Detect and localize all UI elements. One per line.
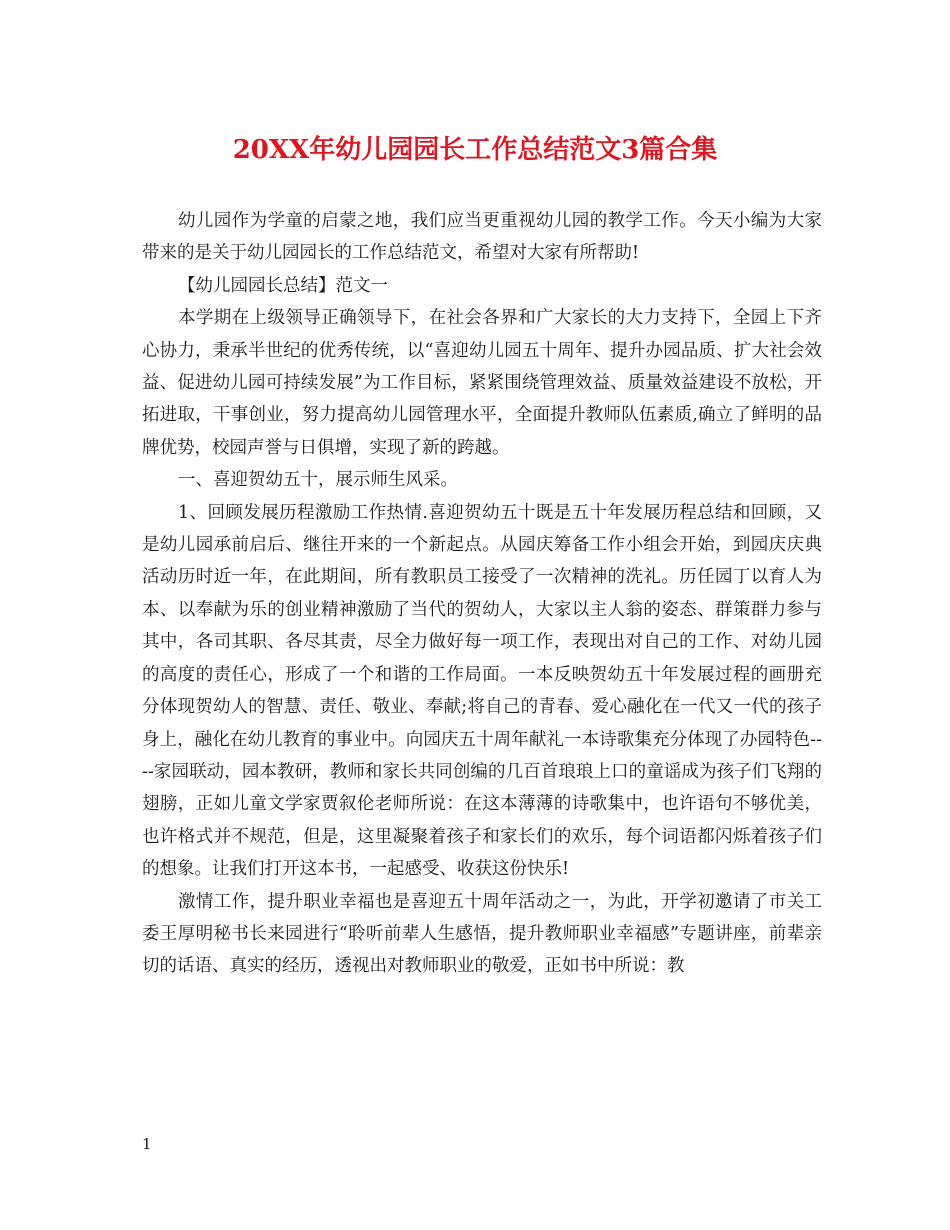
document-body (142, 205, 822, 983)
body-paragraph: 1、回顾发展历程激励工作热情.喜迎贺幼五十既是五十年发展历程总结和回顾，又是幼儿园承前启后、继往开来的一个新起点。从园庆筹备工作小组会开始，到园庆庆典活动历时近一年，在此期间，所有教职员工接受了一次精神的洗礼。历任园丁以育人为本、以奉献为乐的创业精神激励了当代的贺幼人，大家以主人翁的姿态、群策群力参与其中，各司其职、各尽其责，尽全力做好每一项工作，表现出对自己的工作、对幼儿园的高度的责任心，形成了一个和谐的工作局面。一本反映贺幼五十年发展过程的画册充分体现贺幼人的智慧、责任、敬业、奉献;将自己的青春、爱心融化在一代又一代的孩子身上，融化在幼儿教育的事业中。向园庆五十周年献礼一本诗歌集充分体现了办园特色----家园联动，园本教研，教师和家长共同创编的几百首琅琅上口的童谣成为孩子们飞翔的翅膀，正如儿童文学家贾叙伦老师所说：在这本薄薄的诗歌集中，也许语句不够优美，也许格式并不规范，但是，这里凝聚着孩子和家长们的欢乐，每个词语都闪烁着孩子们的想象。让我们打开这本书，一起感受、收获这份快乐! (142, 502, 822, 880)
page-number: 1 (142, 1135, 152, 1153)
body-paragraph: 激情工作，提升职业幸福也是喜迎五十周年活动之一，为此，开学初邀请了市关工委王厚明秘书长来园进行“聆听前辈人生感悟，提升教师职业幸福感”专题讲座，前辈亲切的话语、真实的经历，透视出对教师职业的敬爱，正如书中所说：教 (142, 891, 822, 977)
document-title: 20XX年幼儿园园长工作总结范文3篇合集 (232, 135, 718, 165)
section-heading-sample-one: 【幼儿园园长总结】范文一 (178, 275, 388, 296)
intro-paragraph: 幼儿园作为学童的启蒙之地，我们应当更重视幼儿园的教学工作。今天小编为大家带来的是关于幼儿园园长的工作总结范文，希望对大家有所帮助! (142, 211, 822, 264)
section-heading-part-one: 一、喜迎贺幼五十，展示师生风采。 (178, 470, 458, 491)
body-paragraph: 本学期在上级领导正确领导下，在社会各界和广大家长的大力支持下，全园上下齐心协力，秉承半世纪的优秀传统，以“喜迎幼儿园五十周年、提升办园品质、扩大社会效益、促进幼儿园可持续发展”为工作目标，紧紧围绕管理效益、质量效益建设不放松，开拓进取，干事创业，努力提高幼儿园管理水平，全面提升教师队伍素质,确立了鲜明的品牌优势，校园声誉与日俱增，实现了新的跨越。 (142, 308, 822, 458)
